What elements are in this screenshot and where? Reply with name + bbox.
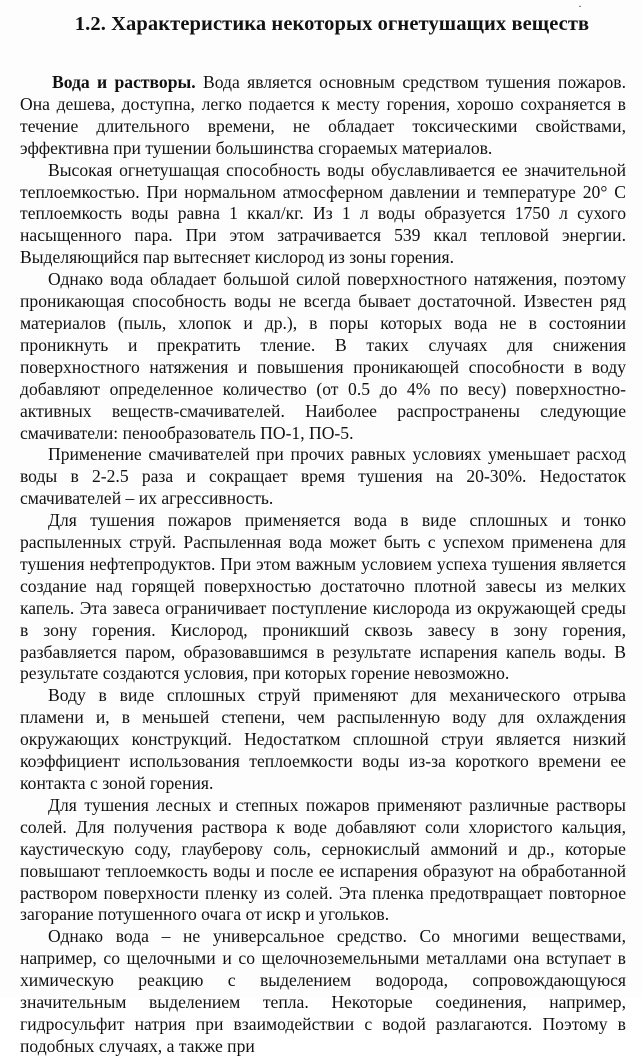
paragraph-text: Вода является основным средством тушения пожаров. Она дешева, доступна, легко подается к месту горения, хорошо сохраняется в течение длительного времени, не обладает токсическими свойствами, эффективна при тушении большинства сгораемых материалов. <box>20 72 626 158</box>
paragraph-wetting-agents: Применение смачивателей при прочих равных условиях уменьшает расход воды в 2-2.5 раза и сокращает время тушения на 20-30%. Недостаток смачивателей – их агрессивность. <box>20 444 626 509</box>
paragraph-surface-tension: Однако вода обладает большой силой поверхностного натяжения, поэтому проникающая способность воды не всегда бывает достаточной. Известен ряд материалов (пыль, хлопок и др.), в поры которых вода не в состоянии проникнуть и прекратить тление. В таких случаях для снижения поверхностного натяжения и повышения проникающей способности в воду добавляют определенное количество (от 0.5 до 4% по весу) поверхностно-активных веществ-смачивателей. Наиболее распространены следующие смачиватели: пенообразователь ПО-1, ПО-5. <box>20 269 626 443</box>
paragraph-lead: Вода и растворы. <box>52 72 196 92</box>
paragraph-salt-solutions: Для тушения лесных и степных пожаров применяют различные растворы солей. Для получения раствора к воде добавляют соли хлористого кальция, каустическую соду, глауберову соль, сернокислый аммоний и др., которые повышают теплоемкость воды и после ее испарения образуют на обработанной раствором поверхности пленку из солей. Эта пленка предотвращает повторное загорание потушенного очага от искр и угольков. <box>20 794 626 925</box>
paragraph-limitations: Однако вода – не универсальное средство. Со многими веществами, например, со щелочными и со щелочноземельными металлами она вступает в химическую реакцию с выделением водорода, сопровождающуюся значительным выделением тепла. Некоторые соединения, например, гидросульфит натрия при взаимодействии с водой разлагаются. Поэтому в подобных случаях, а также при <box>20 926 626 1056</box>
paragraph-heat-capacity: Высокая огнетушащая способность воды обуславливается ее значительной теплоемкостью. При нормальном атмосферном давлении и температуре 20° С теплоемкость воды равна 1 ккал/кг. Из 1 л воды образуется 1750 л сухого насыщенного пара. При этом затрачивается 539 ккал тепловой энергии. Выделяющийся пар вытесняет кислород из зоны горения. <box>20 159 626 268</box>
print-mark: · <box>578 0 582 13</box>
paragraph-water-and-solutions <box>20 72 626 160</box>
section-heading: 1.2. Характеристика некоторых огнетушащих веществ <box>74 13 590 35</box>
paragraph-spray-jets: Для тушения пожаров применяется вода в виде сплошных и тонко распыленных струй. Распыленная вода может быть с успехом применена для тушения нефтепродуктов. При этом важным условием успеха тушения является создание над горящей поверхностью достаточно плотной завесы из мелких капель. Эта завеса ограничивает поступление кислорода из окружающей среды в зону горения. Кислород, проникший сквозь завесу в зону горения, разбавляется паром, образовавшимся в результате испарения капель воды. В результате создаются условия, при которых горение невозможно. <box>20 510 626 684</box>
paragraph-solid-jets: Воду в виде сплошных струй применяют для механического отрыва пламени и, в меньшей степени, чем распыленную воду для охлаждения окружающих конструкций. Недостатком сплошной струи является низкий коэффициент использования теплоемкости воды из-за короткого времени ее контакта с зоной горения. <box>20 685 626 793</box>
